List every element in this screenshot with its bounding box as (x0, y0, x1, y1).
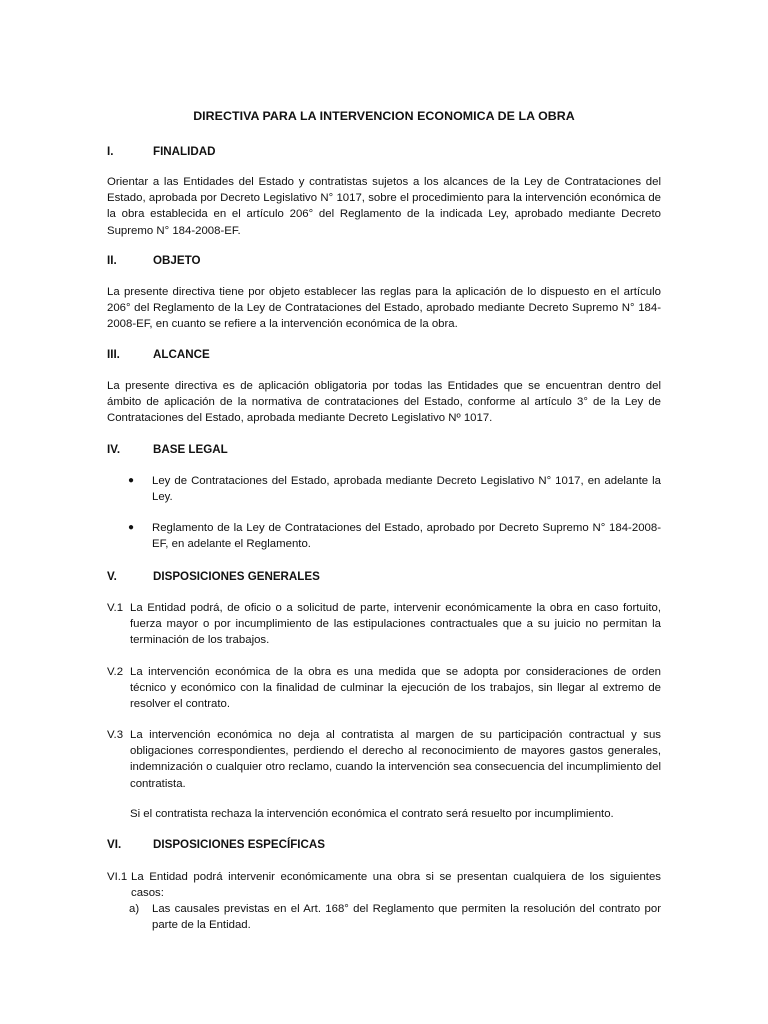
section-number: V. (107, 570, 117, 583)
sub-item-text: Las causales previstas en el Art. 168° del Reglamento que permiten la resolución del contrato por parte de la Entidad. (152, 903, 661, 932)
item-number: V.3 (107, 729, 124, 741)
section-heading-finalidad (107, 145, 215, 158)
section-number: II. (107, 254, 117, 267)
section-title: DISPOSICIONES GENERALES (153, 570, 320, 583)
section-title: BASE LEGAL (153, 443, 228, 456)
list-item-text: Ley de Contrataciones del Estado, aprobada mediante Decreto Legislativo N° 1017, en adelante la Ley. (152, 475, 661, 504)
item-number: V.2 (107, 666, 124, 678)
document-title: DIRECTIVA PARA LA INTERVENCION ECONOMICA DE LA OBRA (193, 109, 575, 123)
item-text: La Entidad podrá, de oficio o a solicitud de parte, intervenir económicamente la obra en caso fortuito, fuerza mayor o por incumplimiento de las estipulaciones contractuales que a su juicio no permitan la terminación de los trabajos. (130, 602, 661, 647)
section-number: I. (107, 145, 114, 158)
list-item-text: Reglamento de la Ley de Contrataciones del Estado, aprobado por Decreto Supremo N° 184-2008-EF, en adelante el Reglamento. (152, 522, 661, 551)
section-title: OBJETO (153, 254, 201, 267)
section-title: FINALIDAD (153, 145, 216, 158)
section-number: VI. (107, 838, 122, 851)
sub-item-label: a) (129, 903, 140, 915)
section-title: DISPOSICIONES ESPECÍFICAS (153, 838, 326, 851)
section-heading-alcance (107, 348, 210, 361)
section-heading-especificas (107, 838, 325, 851)
item-number: V.1 (107, 602, 124, 614)
item-text: La Entidad podrá intervenir económicamente una obra si se presentan cualquiera de los siguientes casos: (131, 871, 661, 900)
bullet-icon: ● (128, 522, 135, 533)
section-heading-base-legal (107, 443, 228, 456)
paragraph-finalidad: Orientar a las Entidades del Estado y contratistas sujetos a los alcances de la Ley de Contrataciones del Estado, aprobada por Decreto Legislativo N° 1017, sobre el procedimiento para la intervención económica de la obra establecida en el artículo 206° del Reglamento de la indicada Ley, aprobado mediante Decreto Supremo N° 184-2008-EF. (107, 176, 661, 237)
paragraph-note: Si el contratista rechaza la intervención económica el contrato será resuelto por incumplimiento. (130, 808, 614, 820)
paragraph-alcance: La presente directiva es de aplicación obligatoria por todas las Entidades que se encuentran dentro del ámbito de aplicación de la normativa de contrataciones del Estado, conforme al artículo 3° de la Ley de Contrataciones del Estado, aprobada mediante Decreto Legislativo Nº 1017. (107, 380, 661, 425)
section-heading-objeto (107, 254, 200, 267)
bullet-icon: ● (128, 475, 135, 486)
section-number: III. (107, 348, 120, 361)
section-title: ALCANCE (153, 348, 210, 361)
item-text: La intervención económica de la obra es una medida que se adopta por consideraciones de orden técnico y económico con la finalidad de culminar la ejecución de los trabajos, sin llegar al extremo de resolver el contrato. (130, 666, 661, 711)
section-number: IV. (107, 443, 121, 456)
item-number: VI.1 (107, 871, 128, 883)
paragraph-objeto: La presente directiva tiene por objeto establecer las reglas para la aplicación de lo dispuesto en el artículo 206° del Reglamento de la Ley de Contrataciones del Estado, aprobado mediante Decreto Supremo N° 184-2008-EF, en cuanto se refiere a la intervención económica de la obra. (107, 286, 661, 331)
section-heading-generales (107, 570, 320, 583)
item-text: La intervención económica no deja al contratista al margen de su participación contractual y sus obligaciones correspondientes, perdiendo el derecho al reconocimiento de mayores gastos generales, indemnización o cualquier otro reclamo, cuando la intervención sea consecuencia del incumplimiento del contratista. (130, 729, 661, 790)
